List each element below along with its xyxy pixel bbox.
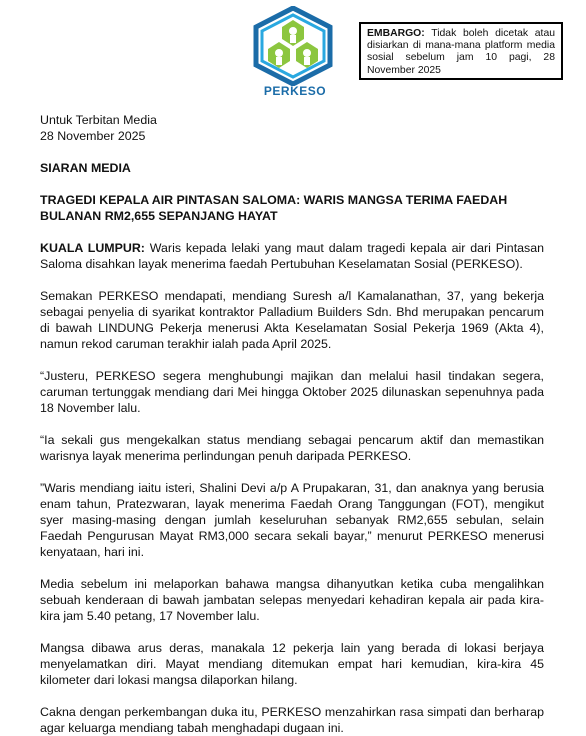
- logo-text: PERKESO: [263, 84, 327, 98]
- press-release-body: [40, 112, 544, 736]
- dateline: KUALA LUMPUR:: [40, 241, 145, 255]
- section-title: SIARAN MEDIA: [40, 161, 131, 175]
- paragraph-5: ”Waris mendiang iaitu isteri, Shalini Devi a/p A Prupakaran, 31, dan anaknya yang berusia enam tahun, Pratezwaran, layak menerima Faedah Orang Tanggungan (FOT), mengikut syer masing-masing dengan jumlah keseluruhan sebanyak RM2,655 sebulan, selain Faedah Pengurusan Mayat RM3,000 secara sekali bayar,” menurut PERKESO menerusi kenyataan, hari ini.: [40, 481, 544, 559]
- paragraph-8: Cakna dengan perkembangan duka itu, PERKESO menzahirkan rasa simpati dan berharap agar keluarga mendiang tabah menghadapi dugaan ini.: [40, 705, 544, 735]
- headline: TRAGEDI KEPALA AIR PINTASAN SALOMA: WARIS MANGSA TERIMA FAEDAH BULANAN RM2,655 SEPANJANG HAYAT: [40, 193, 508, 223]
- paragraph-6: Media sebelum ini melaporkan bahawa mangsa dihanyutkan ketika cuba mengalihkan sebuah kenderaan di bawah jambatan selepas menyedari kehadiran kepala air pada kira-kira jam 5.40 petang, 17 November lalu.: [40, 577, 544, 623]
- paragraph-2: Semakan PERKESO mendapati, mendiang Suresh a/l Kamalanathan, 37, yang bekerja sebagai penyelia di syarikat kontraktor Palladium Builders Sdn. Bhd merupakan pencarum di bawah LINDUNG Pekerja menerusi Akta Keselamatan Sosial Pekerja 1969 (Akta 4), namun rekod caruman terakhir ialah pada April 2025.: [40, 289, 544, 351]
- paragraph-7: Mangsa dibawa arus deras, manakala 12 pekerja lain yang berada di lokasi berjaya menyelamatkan diri. Mayat mendiang ditemukan empat hari kemudian, kira-kira 45 kilometer dari lokasi mangsa dilaporkan hilang.: [40, 641, 544, 687]
- perkeso-logo: [248, 6, 338, 86]
- embargo-text: Tidak boleh dicetak atau disiarkan di mana-mana platform media sosial sebelum jam 10 pagi, 28 November 2025: [367, 28, 555, 76]
- paragraph-1: [40, 240, 544, 272]
- release-date: 28 November 2025: [40, 129, 146, 143]
- paragraph-3: “Justeru, PERKESO segera menghubungi majikan dan melalui hasil tindakan segera, caruman tertunggak mendiang dari Mei hingga Oktober 2025 dilunaskan sepenuhnya pada 18 November lalu.: [40, 369, 544, 415]
- embargo-notice: [359, 22, 563, 80]
- release-line: Untuk Terbitan Media: [40, 113, 157, 127]
- paragraph-1-text: Waris kepada lelaki yang maut dalam tragedi kepala air dari Pintasan Saloma disahkan layak menerima faedah Pertubuhan Keselamatan Sosial (PERKESO).: [40, 241, 545, 271]
- embargo-label: EMBARGO:: [367, 28, 425, 39]
- perkeso-logo-icon: [248, 6, 338, 86]
- paragraph-4: “Ia sekali gus mengekalkan status mendiang sebagai pencarum aktif dan memastikan warisnya layak menerima perlindungan penuh daripada PERKESO.: [40, 433, 544, 463]
